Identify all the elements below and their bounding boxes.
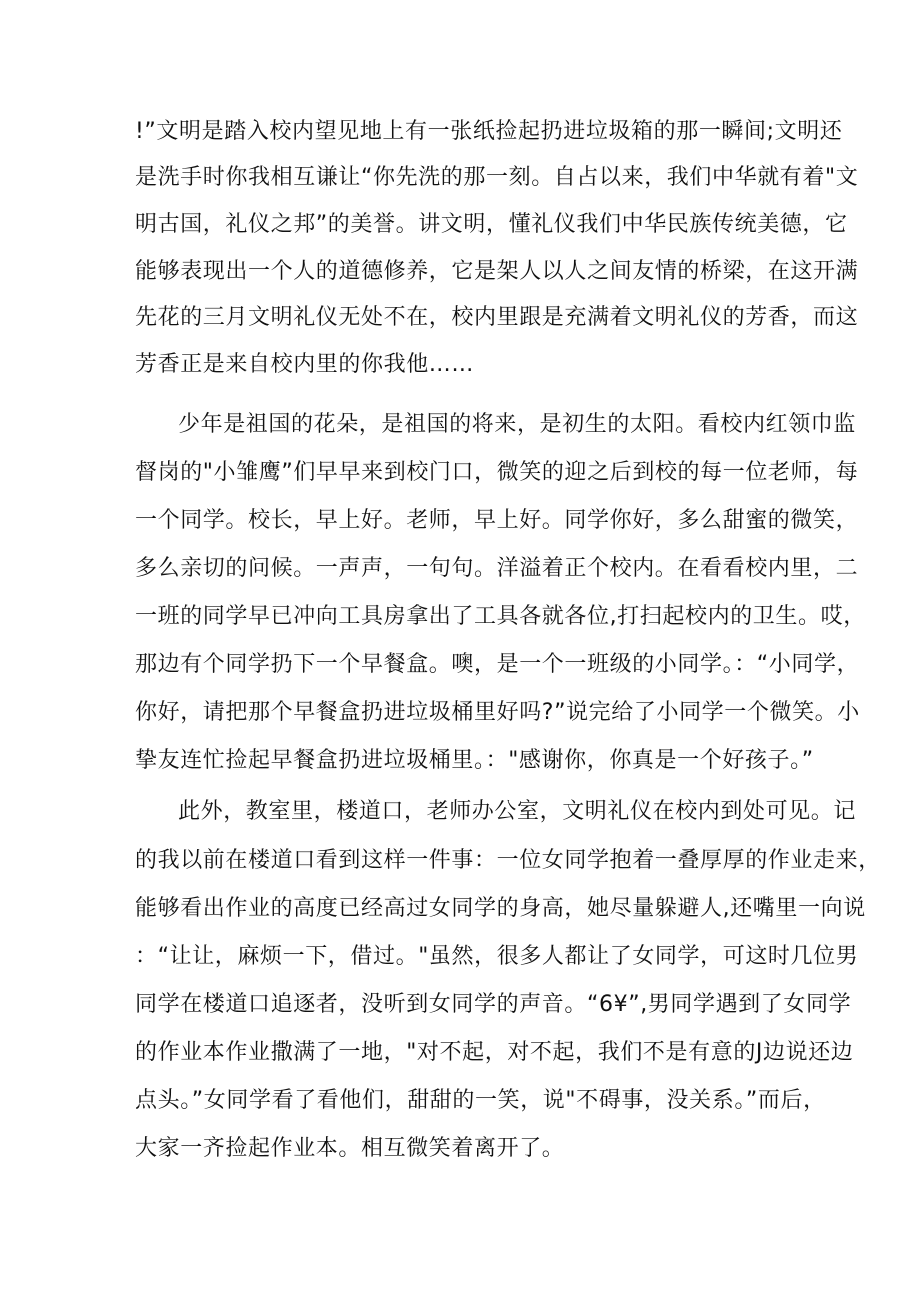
paragraph-1-line-6: 芳香正是来自校内里的你我他…… bbox=[135, 352, 475, 377]
paragraph-2-line-3: 一个同学。校长，早上好。老师，早上好。同学你好，多么甜蜜的微笑， bbox=[135, 508, 859, 533]
paragraph-2-line-8: 挚友连忙捡起早餐盒扔进垃圾桶里。："感谢你，你真是一个好孩子。” bbox=[135, 748, 814, 773]
paragraph-2-line-6: 那边有个同学扔下一个早餐盒。噢，是一个一班级的小同学。：“小同学， bbox=[135, 652, 860, 677]
paragraph-3-line-2: 的我以前在楼道口看到这样一件事：一位女同学抱着一叠厚厚的作业走来， bbox=[135, 848, 881, 873]
paragraph-2-line-5: 一班的同学早已冲向工具房拿出了工具各就各位,打扫起校内的卫生。哎， bbox=[135, 604, 866, 629]
paragraph-1-line-2: 是洗手时你我相互谦让“你先洗的那一刻。自占以来，我们中华就有着"文 bbox=[135, 165, 859, 190]
paragraph-1-line-5: 先花的三月文明礼仪无处不在，校内里跟是充满着文明礼仪的芳香，而这 bbox=[135, 305, 859, 330]
paragraph-3-line-6: 的作业本作业撒满了一地，"对不起，对不起，我们不是有意的J边说还边 bbox=[135, 1040, 854, 1065]
paragraph-3-line-8: 大家一齐捡起作业本。相互微笑着离开了。 bbox=[135, 1136, 565, 1161]
paragraph-3-line-7: 点头。”女同学看了看他们，甜甜的一笑，说"不碍事，没关系。”而后， bbox=[135, 1088, 826, 1113]
paragraph-3-line-3: 能够看出作业的高度已经高过女同学的身高，她尽量躲避人,还嘴里一向说 bbox=[135, 896, 866, 921]
paragraph-1-line-1: !”文明是踏入校内望见地上有一张纸捡起扔进垃圾箱的那一瞬间;文明还 bbox=[135, 119, 843, 144]
paragraph-3-line-5: 同学在楼道口追逐者，没听到女同学的声音。“6¥”,男同学遇到了女同学 bbox=[135, 992, 852, 1017]
paragraph-2-line-2: 督岗的"小雏鹰”们早早来到校门口，微笑的迎之后到校的每一位老师，每 bbox=[135, 460, 859, 485]
paragraph-2-line-4: 多么亲切的问候。一声声，一句句。洋溢着正个校内。在看看校内里，二 bbox=[135, 556, 859, 581]
paragraph-2-line-7: 你好，请把那个早餐盒扔进垃圾桶里好吗?”说完给了小同学一个微笑。小 bbox=[135, 700, 860, 725]
paragraph-1-line-4: 能够表现出一个人的道德修养，它是架人以人之间友情的桥梁，在这开满 bbox=[135, 259, 859, 284]
paragraph-3-line-1: 此外，教室里，楼道口，老师办公室，文明礼仪在校内到处可见。记 bbox=[178, 799, 857, 824]
paragraph-2-line-1: 少年是祖国的花朵，是祖国的将来，是初生的太阳。看校内红领巾监 bbox=[178, 412, 857, 437]
paragraph-3-line-4: ：“让让，麻烦一下，借过。"虽然，很多人都让了女同学，可这时几位男 bbox=[135, 944, 859, 969]
paragraph-1-line-3: 明古国，礼仪之邦”的美誉。讲文明，懂礼仪我们中华民族传统美德，它 bbox=[135, 212, 848, 237]
